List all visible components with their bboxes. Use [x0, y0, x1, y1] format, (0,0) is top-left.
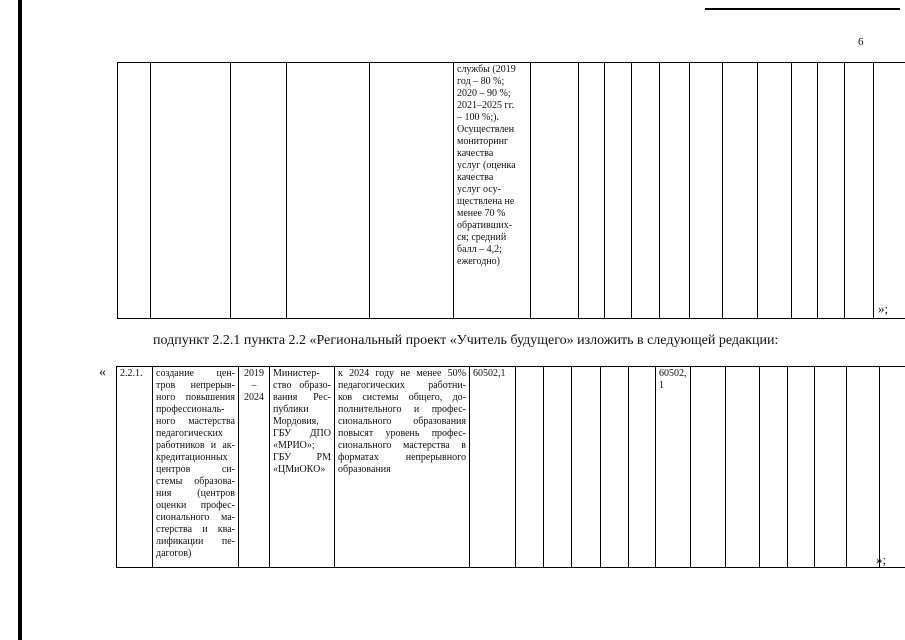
table2-closing-quote: »; [876, 552, 887, 567]
header-rule [705, 8, 900, 10]
table1-cell [758, 63, 792, 319]
event-name-line: сионального ма- [156, 512, 235, 523]
table1-cell [874, 63, 905, 319]
event-name-line: дагогов) [156, 548, 192, 559]
table2-event-name [153, 367, 239, 568]
executor-line: Мордовия, [273, 416, 319, 427]
table2-cell [601, 367, 629, 568]
event-name-line: стемы образова- [156, 476, 235, 487]
table2-executors [270, 367, 335, 568]
result-line: полнительного и профес- [338, 404, 466, 415]
table2-years: 2019 – 2024 [239, 367, 270, 568]
table2-expected-result [335, 367, 470, 568]
continuation-table [117, 62, 905, 319]
table2-cell [760, 367, 788, 568]
table1-cell [723, 63, 758, 319]
table2-total-value: 60502,1 [470, 367, 516, 568]
table1-cell [370, 63, 454, 319]
event-name-line: стерства и ква- [156, 524, 235, 535]
table1-cell [287, 63, 370, 319]
table2-cell [691, 367, 726, 568]
table2-cell [544, 367, 572, 568]
table1-cell [690, 63, 723, 319]
table1-cell [660, 63, 690, 319]
executor-line: «ЦМиОКО» [273, 464, 326, 475]
table2-opening-quote: « [99, 365, 106, 380]
event-name-line: лификации пе- [156, 536, 235, 547]
executor-line: вания Рес- [273, 392, 331, 403]
event-name-line: ного мастерства [156, 416, 235, 427]
table1-cell [845, 63, 874, 319]
event-name-line: профессиональ- [156, 404, 225, 415]
table1-cell [579, 63, 605, 319]
table2-cell [572, 367, 601, 568]
event-name-line: кредитационных [156, 452, 228, 463]
table2-cell [880, 367, 905, 568]
table1-cell [231, 63, 287, 319]
event-name-line: ния (центров [156, 488, 235, 499]
event-name-line: центров си- [156, 464, 235, 475]
table2-cell [726, 367, 760, 568]
table2-cell [629, 367, 656, 568]
executor-line: ГБУ РМ [273, 452, 331, 463]
event-name-line: работников и ак- [156, 440, 235, 451]
table1-cell [818, 63, 845, 319]
event-name-line: ного повышения [156, 392, 235, 403]
table2-value-2: 60502,1 [656, 367, 691, 568]
table2-number: 2.2.1. [117, 367, 153, 568]
result-line: сионального образования [338, 416, 466, 427]
executor-line: ство образо- [273, 380, 331, 391]
table1-cell [632, 63, 660, 319]
result-line: форматах непрерывного [338, 452, 466, 463]
result-line: к 2024 году не менее 50% [338, 368, 466, 379]
result-line: ков системы общего, до- [338, 392, 466, 403]
result-line: образования [338, 464, 391, 475]
table2-cell [788, 367, 815, 568]
result-line: педагогических работни- [338, 380, 466, 391]
event-name-line: создание цен- [156, 368, 235, 379]
table2-cell [847, 367, 880, 568]
page-number: 6 [858, 36, 864, 48]
result-line: повысят уровень профес- [338, 428, 466, 439]
executor-line: Министер- [273, 368, 320, 379]
table2-cell [516, 367, 544, 568]
table1-cell [118, 63, 151, 319]
table1-cell [151, 63, 231, 319]
event-name-line: оценки профес- [156, 500, 235, 511]
table1-cell [792, 63, 818, 319]
subitem-table [116, 366, 905, 568]
table2-cell [815, 367, 847, 568]
page-left-border [18, 0, 22, 640]
table1-cell [531, 63, 579, 319]
table1-result-text: службы (2019 год – 80 %; 2020 – 90 %; 2021–2025 гг. – 100 %;). Осуществлен мониторинг качества услуг (оценка качества услуг осу- ществлена не менее 70 % обративших- ся; средний балл – 4,2; ежегодно) [454, 63, 531, 319]
event-name-line: педагогических [156, 428, 223, 439]
executor-line: публики [273, 404, 309, 415]
executor-line: ГБУ ДПО [273, 428, 331, 439]
executor-line: «МРИО»; [273, 440, 315, 451]
table1-cell [605, 63, 632, 319]
table1-closing-quote: »; [878, 301, 889, 316]
section-heading: подпункт 2.2.1 пункта 2.2 «Региональный проект «Учитель будущего» изложить в следующей редакции: [153, 333, 779, 348]
event-name-line: тров непрерыв- [156, 380, 235, 391]
result-line: сионального мастерства в [338, 440, 466, 451]
